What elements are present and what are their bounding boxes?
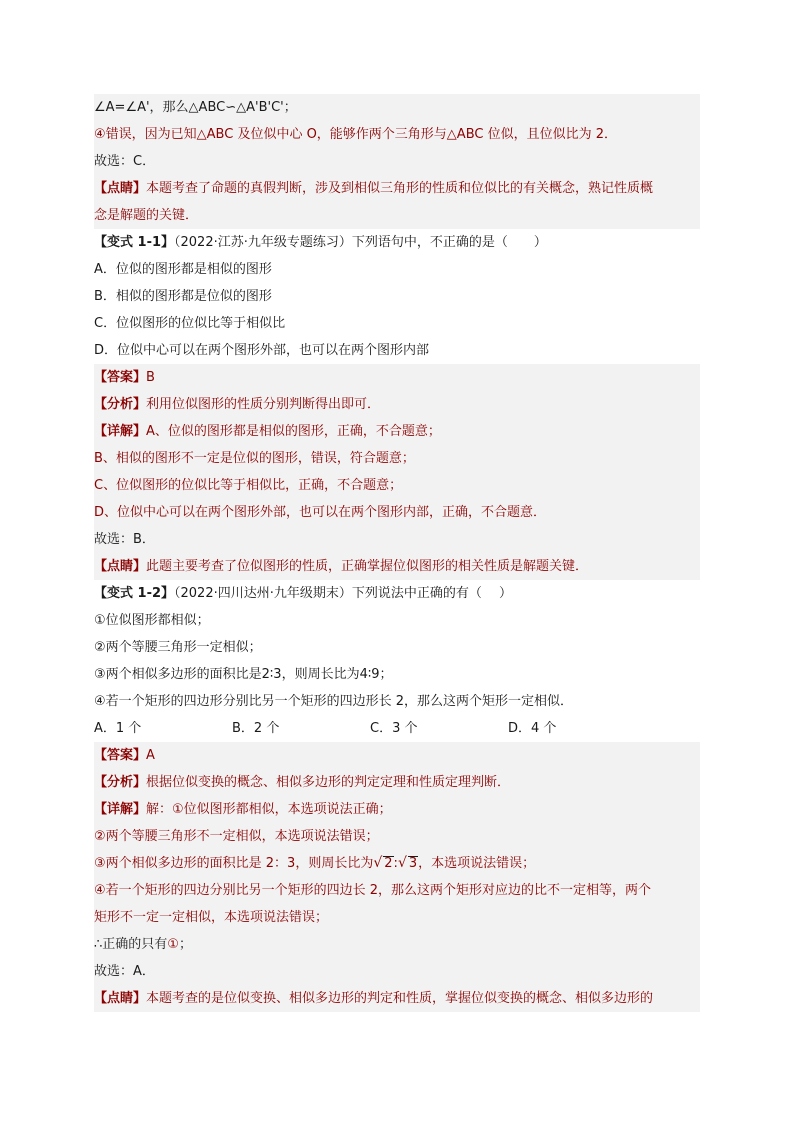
- detail-tag: 【详解】: [94, 424, 147, 439]
- prev-note-2: 念是解题的关键．: [94, 202, 700, 229]
- q1-detail-4: D、位似中心可以在两个图形外部，也可以在两个图形内部，正确，不合题意．: [94, 499, 700, 526]
- detail-tag: 【详解】: [94, 802, 147, 817]
- analysis-tag: 【分析】: [94, 397, 147, 412]
- q2-options: [94, 715, 700, 742]
- prev-choose: 故选：C．: [94, 148, 700, 175]
- detail-text-post: ，本选项说法错误；: [418, 856, 536, 871]
- note-tag: 【点睛】: [94, 181, 147, 196]
- q2-detail-4a: ④若一个矩形的四边分别比另一个矩形的四边长 2，那么这两个矩形对应边的比不一定相等，两个: [94, 877, 700, 904]
- analysis-text: 根据位似变换的概念、相似多边形的判定定理和性质定理判断．: [146, 775, 511, 790]
- document-page: [94, 94, 700, 1012]
- q2-analysis: [94, 769, 700, 796]
- q1-detail-1: [94, 418, 700, 445]
- q2-option-a: A．1 个: [94, 721, 142, 736]
- prev-line-2: ④错误，因为已知△ABC 及位似中心 O，能够作两个三角形与△ABC 位似，且位似比为 2．: [94, 121, 700, 148]
- prev-line-1: ∠A=∠A'，那么△ABC∽△A'B'C'；: [94, 94, 700, 121]
- q1-stem: （2022·江苏·九年级专题练习）下列语句中，不正确的是（ ）: [174, 235, 547, 250]
- q2-option-c: C．3 个: [370, 721, 418, 736]
- sqrt-icon: √: [397, 855, 407, 871]
- therefore-end: ；: [178, 937, 192, 952]
- q1-tag: 【变式 1-1】: [94, 235, 175, 250]
- q1-detail-2: B、相似的图形不一定是位似的图形，错误，符合题意；: [94, 445, 700, 472]
- answer-tag: 【答案】: [94, 748, 147, 763]
- q1-detail-3: C、位似图形的位似比等于相似比，正确，不合题意；: [94, 472, 700, 499]
- note-text: 本题考查了命题的真假判断，涉及到相似三角形的性质和位似比的有关概念，熟记性质概: [146, 181, 654, 196]
- q1-option-c: C．位似图形的位似比等于相似比: [94, 316, 286, 331]
- q1-option-b: B．相似的图形都是位似的图形: [94, 289, 272, 304]
- q2-detail-4b: 矩形不一定一定相似，本选项说法错误；: [94, 904, 700, 931]
- q1-note: [94, 553, 700, 580]
- q1-choose: 故选：B．: [94, 526, 700, 553]
- therefore-mark: ①: [167, 937, 179, 952]
- q2-note: [94, 985, 700, 1012]
- q2-answer: [94, 742, 700, 769]
- answer-tag: 【答案】: [94, 370, 147, 385]
- note-tag: 【点睛】: [94, 559, 147, 574]
- q1-analysis: [94, 391, 700, 418]
- q1-answer: [94, 364, 700, 391]
- detail-text: 解：①位似图形都相似，本选项说法正确；: [146, 802, 392, 817]
- q2-item-4: ④若一个矩形的四边形分别比另一个矩形的四边形长 2，那么这两个矩形一定相似．: [94, 694, 574, 709]
- q2-tag: 【变式 1-2】: [94, 586, 175, 601]
- sqrt-value-b: 3: [408, 856, 418, 871]
- sqrt-icon: √: [373, 855, 383, 871]
- q2-stem-line: [94, 580, 700, 607]
- q2-option-b: B．2 个: [232, 721, 280, 736]
- q2-option-d: D．4 个: [508, 721, 557, 736]
- q2-item-2: ②两个等腰三角形一定相似；: [94, 640, 262, 655]
- analysis-tag: 【分析】: [94, 775, 147, 790]
- note-text: 本题考查的是位似变换、相似多边形的判定和性质，掌握位似变换的概念、相似多边形的: [146, 991, 654, 1006]
- q1-option-a: A．位似的图形都是相似的图形: [94, 262, 272, 277]
- prev-note-1: [94, 175, 700, 202]
- q2-choose: 故选：A．: [94, 958, 700, 985]
- q2-item-1: ①位似图形都相似；: [94, 613, 210, 628]
- analysis-text: 利用位似图形的性质分别判断得出即可．: [146, 397, 381, 412]
- q2-item-3: ③两个相似多边形的面积比是2∶3，则周长比为4∶9；: [94, 667, 393, 682]
- q2-detail-1: [94, 796, 700, 823]
- therefore-text: ∴正确的只有: [94, 937, 168, 952]
- q2-detail-3: [94, 850, 700, 877]
- q1-stem-line: [94, 229, 700, 256]
- note-text: 此题主要考查了位似图形的性质，正确掌握位似图形的相关性质是解题关键．: [146, 559, 589, 574]
- note-tag: 【点睛】: [94, 991, 147, 1006]
- ratio-separator: :: [393, 856, 398, 871]
- detail-text: A、位似的图形都是相似的图形，正确，不合题意；: [146, 424, 441, 439]
- detail-text-pre: ③两个相似多边形的面积比是 2：3，则周长比为: [94, 856, 374, 871]
- q1-option-d: D．位似中心可以在两个图形外部，也可以在两个图形内部: [94, 343, 430, 358]
- q2-stem: （2022·四川达州·九年级期末）下列说法中正确的有（ ）: [174, 586, 512, 601]
- answer-value: A: [146, 748, 155, 763]
- sqrt-value-a: 2: [384, 856, 393, 871]
- q2-therefore: [94, 931, 700, 958]
- answer-value: B: [146, 370, 155, 385]
- q2-detail-2: ②两个等腰三角形不一定相似，本选项说法错误；: [94, 823, 700, 850]
